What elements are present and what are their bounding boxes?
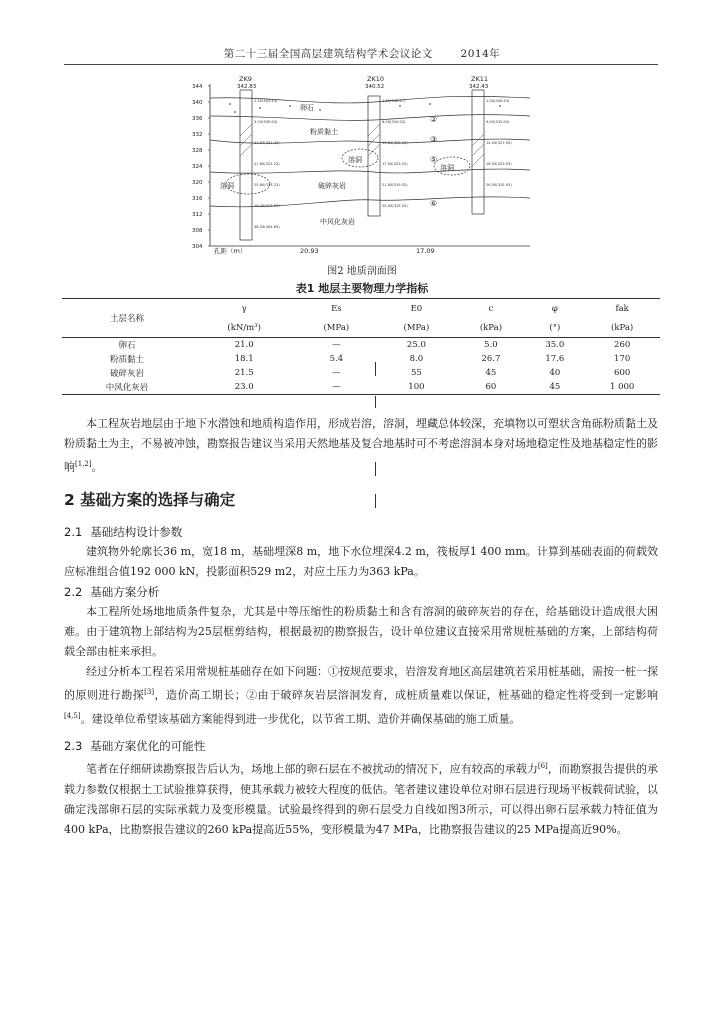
borehole-elevation: 342.43: [469, 84, 489, 90]
layer-label-weathered-limestone: 中风化灰岩: [320, 218, 355, 226]
layer-boundaries: [210, 96, 530, 206]
section-2-heading: 2 基础方案的选择与确定: [64, 491, 236, 509]
cell: 600: [614, 368, 631, 378]
borehole-elevation: 342.83: [237, 84, 257, 90]
col-symbol-fak: fak: [584, 299, 660, 319]
col-symbol-gamma: γ: [192, 299, 296, 319]
depth-note: 21.60(321.23): [254, 162, 280, 166]
elevation-tick-label: 304: [192, 244, 203, 250]
col-symbol-es: Es: [296, 299, 376, 319]
cell: 170: [614, 354, 631, 364]
intro-paragraph: [64, 414, 658, 478]
cell: 23.0: [192, 380, 296, 395]
depth-note: 26.50(315.93): [486, 183, 512, 187]
scan-mark: [375, 396, 376, 408]
cell: 40: [549, 368, 561, 378]
elevation-axis: [192, 84, 210, 250]
depth-note: 2.00(340.43): [486, 99, 510, 103]
row-name: 粉质黏土: [109, 355, 144, 365]
borehole-zk10-column: [368, 96, 380, 216]
cell: 45: [525, 380, 584, 395]
scan-mark: [375, 494, 376, 508]
section-2-3-body: [64, 756, 658, 840]
table-row: [62, 352, 660, 366]
col-unit-phi: (°): [525, 318, 584, 338]
elevation-tick-label: 336: [192, 116, 203, 122]
borehole-zk11-column: [472, 90, 484, 214]
depth-note: 12.50(328.02): [382, 141, 408, 145]
col-unit-c: (kPa): [456, 318, 525, 338]
borehole-id: ZK11: [471, 76, 488, 83]
circled-number-group: [430, 115, 437, 208]
elevation-tick-label: 340: [192, 100, 203, 106]
circled-number-6: ⑥: [430, 199, 438, 208]
cell: 5.0: [484, 340, 498, 350]
layer-label-cave-2: 溶洞: [348, 156, 362, 164]
cell: 18.1: [234, 354, 254, 364]
scan-mark: [375, 362, 376, 376]
elevation-tick-label: 312: [192, 212, 203, 218]
soil-properties-table: [62, 298, 660, 395]
geological-profile-figure: [190, 76, 540, 254]
cell: —: [332, 368, 341, 378]
col-unit-gamma: (kN/m³): [192, 318, 296, 338]
depth-note: 18.50(323.93): [486, 162, 512, 166]
text-run: ，造价高工期长；②由于破碎灰岩层溶洞发育，成桩质量难以保证，桩基础的稳定性将受到一定影响: [154, 688, 659, 702]
citation: [3]: [144, 688, 155, 696]
intro-end: 。: [91, 460, 103, 474]
figure-caption: 图2 地质剖面图: [327, 266, 397, 277]
citation: [6]: [537, 762, 548, 770]
row-name: 破碎灰岩: [109, 369, 144, 379]
elevation-tick-label: 328: [192, 148, 203, 154]
section-2-2-heading: [64, 584, 159, 600]
cell: 1 000: [584, 380, 660, 395]
citation: [1,2]: [75, 460, 92, 468]
section-number: 2.2: [64, 585, 83, 599]
header-year: 2014年: [460, 48, 501, 60]
depth-note: 25.60(317.23): [254, 183, 280, 187]
elevation-tick-label: 344: [192, 84, 203, 90]
col-unit-e0: (MPa): [376, 318, 456, 338]
depth-note: 25.00(315.52): [382, 204, 408, 208]
cell: 60: [456, 380, 525, 395]
section-number: 2.3: [64, 739, 83, 753]
borehole-hatching: [240, 124, 484, 166]
layer-label-gravel: 卵石: [300, 104, 314, 112]
cell: 21.0: [234, 340, 254, 350]
cell: 35.0: [545, 340, 565, 350]
depth-note: 9.50(332.93): [486, 120, 510, 124]
cell: 25.0: [406, 340, 426, 350]
circled-number-2: ②: [430, 115, 438, 124]
elevation-tick-label: 308: [192, 228, 203, 234]
elevation-tick-label: 332: [192, 132, 203, 138]
intro-text: 本工程灰岩地层由于地下水潜蚀和地质构造作用，形成岩溶，溶洞，埋藏总体较深，充填物以可塑状含角砾粉质黏土及粉质黏土为主，不易被冲蚀，勘察报告建议当采用天然地基及复合地基时可不考虑溶洞本身对场地稳定性及地基稳定性的影响: [64, 417, 658, 474]
col-unit-fak: (kPa): [584, 318, 660, 338]
text-run: 。建设单位希望该基础方案能得到进一步优化，以节省工期、造价并确保基础的施工质量。: [80, 712, 521, 726]
spacing-zk9-zk10: 20.93: [300, 247, 319, 254]
borehole-id: ZK10: [367, 76, 384, 83]
text-run: ，而勘察报告提供的承载力参数仅根据土工试验推算获得，使其承载力被较大程度的低估。笔者建议建设单位对卵石层进行现场平板载荷试验，以确定浅部卵石层的实际承载力及变形模量。试验最终得到的卵石层受力自线如图3所示，可以得出卵石层承载力特征值为400 kPa，比勘察报告建议的260 kPa提高近55%，变形模量为47 MPa，比勘察报告建议的25 MPa提高近90%。: [64, 762, 659, 836]
cell: 8.0: [409, 354, 424, 364]
section-2-3-heading: [64, 738, 205, 754]
section-2-1-heading: [64, 524, 182, 540]
elevation-tick-label: 324: [192, 164, 203, 170]
cell: —: [296, 380, 376, 395]
cell: —: [332, 340, 341, 350]
conference-name: 第二十三届全国高层建筑结构学术会议论文: [223, 48, 433, 60]
borehole-zk9-column: [240, 90, 252, 240]
section-number: 2.1: [64, 525, 83, 539]
borehole-labels: [237, 76, 489, 90]
layer-label-cave-3: 溶洞: [440, 164, 454, 172]
table-row: [62, 366, 660, 380]
section-title: 基础方案分析: [90, 585, 160, 599]
section-title: 基础结构设计参数: [90, 525, 183, 539]
circled-number-5: ⑤: [430, 155, 438, 164]
table-row: [62, 380, 660, 395]
depth-note: 3.20(339.63): [254, 120, 278, 124]
elevation-tick-label: 316: [192, 196, 203, 202]
text-run: 经过分析本工程若采用常规桩基础存在如下问题：①按规范要求，岩溶发育地区高层建筑若采用桩基础，需按一桩一探的原则进行勘探: [64, 665, 658, 702]
spacing-labels: [214, 246, 435, 254]
spacing-zk10-zk11: 17.09: [416, 247, 435, 254]
citation: [4,5]: [64, 711, 81, 720]
cell: 5.4: [329, 354, 344, 364]
circled-number-3: ③: [430, 135, 438, 144]
depth-note: 14.50(327.93): [486, 141, 512, 145]
layer-label-silty-clay: 粉质黏土: [310, 128, 338, 136]
table-row-header: 土层名称: [62, 299, 192, 338]
depth-note: 38.20(304.63): [254, 225, 280, 229]
depth-note: 11.50(331.33): [254, 141, 280, 145]
row-name: 中风化灰岩: [62, 380, 192, 395]
cell: 26.7: [481, 354, 501, 364]
section-title: 基础方案优化的可能性: [90, 739, 206, 753]
depth-note: 1.40(341.43): [254, 99, 278, 103]
cell: 17.6: [545, 354, 565, 364]
paragraph: [64, 756, 658, 840]
layer-label-broken-limestone: 破碎灰岩: [318, 182, 346, 190]
layer-label-cave-1: 溶洞: [220, 182, 234, 190]
section-2-2-body: [64, 602, 658, 729]
col-symbol-c: c: [456, 299, 525, 319]
section-2-1-body: [64, 542, 658, 582]
header-rule: [64, 64, 658, 65]
cell: 45: [485, 368, 497, 378]
depth-note: 1.65(338.87): [382, 99, 406, 103]
table-caption: 表1 地层主要物理力学指标: [295, 282, 429, 295]
depth-note: 29.20(313.63): [254, 204, 280, 208]
borehole-elevation: 340.52: [365, 84, 385, 90]
paragraph: 本工程所处场地地质条件复杂，尤其是中等压缩性的粉质黏土和含有溶洞的破碎灰岩的存在，给基础设计造成很大困难。由于建筑物上部结构为25层框剪结构，根据最初的勘察报告，设计单位建议直接采用常规桩基础的方案，上部结构荷载全部由桩来承担。: [64, 605, 658, 658]
running-header: [0, 46, 724, 61]
text-run: 笔者在仔细研读勘察报告后认为，场地上部的卵石层在不被扰动的情况下，应有较高的承载力: [86, 762, 538, 776]
cell: 55: [410, 368, 422, 378]
table-row: [62, 338, 660, 353]
paragraph: [64, 662, 658, 729]
cell: 260: [614, 340, 631, 350]
col-symbol-phi: φ: [525, 299, 584, 319]
gravel-dots: [229, 103, 501, 113]
col-unit-es: (MPa): [296, 318, 376, 338]
paragraph: 建筑物外轮廓长36 m，宽18 m，基础埋深8 m，地下水位埋深4.2 m，筏板厚1 400 mm。计算到基础表面的荷载效应标准组合值192 000 kN，投影面积529 m2，对应土压力为363 kPa。: [64, 545, 658, 578]
cell: 100: [376, 380, 456, 395]
depth-note: 17.00(323.52): [382, 162, 408, 166]
spacing-axis-label: 孔距（m）: [214, 247, 247, 254]
borehole-id: ZK9: [239, 76, 252, 83]
cell: 21.5: [234, 368, 254, 378]
depth-note: 6.00(334.52): [382, 120, 406, 124]
elevation-tick-label: 320: [192, 180, 203, 186]
depth-note: 21.00(319.52): [382, 183, 408, 187]
row-name: 卵石: [118, 341, 136, 351]
col-symbol-e0: E0: [376, 299, 456, 319]
